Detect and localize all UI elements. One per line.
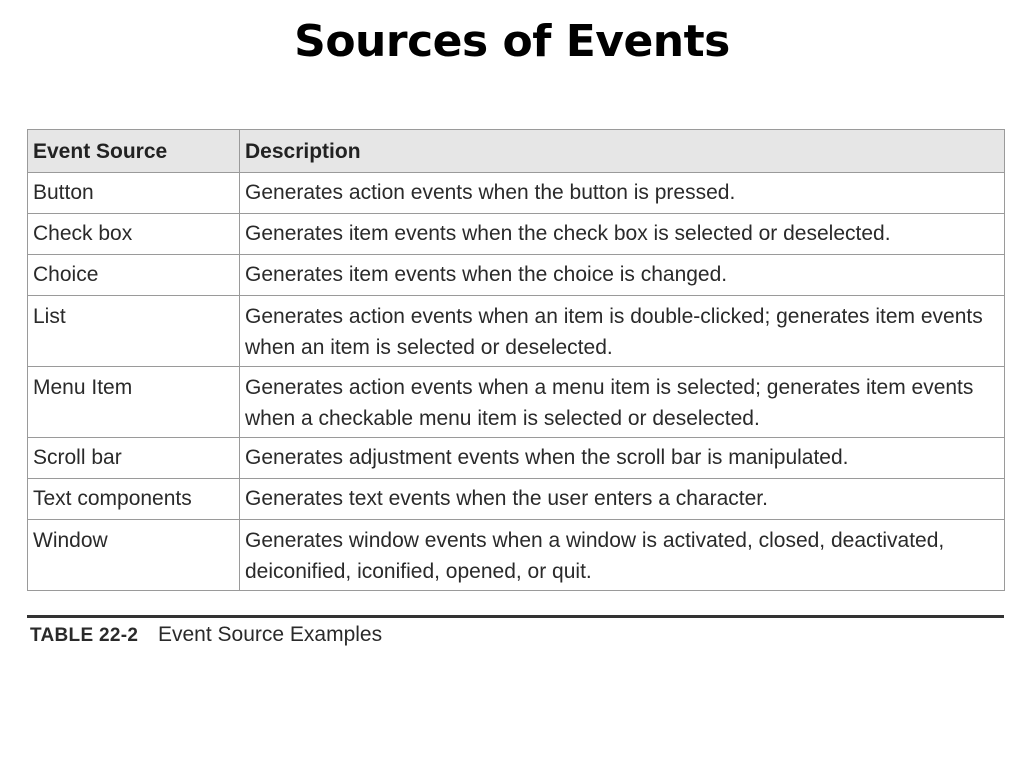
description-cell: Generates action events when an item is double-clicked; generates item events when an item is selected or deselected.	[240, 296, 1005, 367]
table-row	[28, 173, 1005, 214]
header-event-source: Event Source	[28, 130, 240, 173]
description-cell: Generates window events when a window is activated, closed, deactivated, deiconified, iconified, opened, or quit.	[240, 520, 1005, 591]
table-row	[28, 255, 1005, 296]
event-source-cell: Menu Item	[28, 367, 240, 438]
slide-title: Sources of Events	[294, 16, 730, 67]
description-cell: Generates item events when the choice is changed.	[240, 255, 1005, 296]
event-source-cell: Button	[28, 173, 240, 214]
table-row	[28, 296, 1005, 367]
caption-label: TABLE 22-2	[30, 625, 139, 646]
event-source-cell: List	[28, 296, 240, 367]
event-source-cell: Text components	[28, 479, 240, 520]
event-source-cell: Scroll bar	[28, 438, 240, 479]
table-caption	[30, 620, 382, 651]
event-source-cell: Choice	[28, 255, 240, 296]
event-source-cell: Check box	[28, 214, 240, 255]
event-sources-table	[27, 129, 1005, 591]
description-cell: Generates adjustment events when the scroll bar is manipulated.	[240, 438, 1005, 479]
description-cell: Generates action events when a menu item is selected; generates item events when a checkable menu item is selected or deselected.	[240, 367, 1005, 438]
caption-divider	[27, 615, 1004, 618]
description-cell: Generates action events when the button is pressed.	[240, 173, 1005, 214]
event-source-cell: Window	[28, 520, 240, 591]
table-row	[28, 214, 1005, 255]
header-description: Description	[240, 130, 1005, 173]
event-sources-table-container	[27, 129, 1004, 591]
description-cell: Generates text events when the user enters a character.	[240, 479, 1005, 520]
table-row	[28, 367, 1005, 438]
description-cell: Generates item events when the check box is selected or deselected.	[240, 214, 1005, 255]
table-header-row	[28, 130, 1005, 173]
table-row	[28, 479, 1005, 520]
table-row	[28, 438, 1005, 479]
table-row	[28, 520, 1005, 591]
caption-text: Event Source Examples	[158, 623, 383, 646]
